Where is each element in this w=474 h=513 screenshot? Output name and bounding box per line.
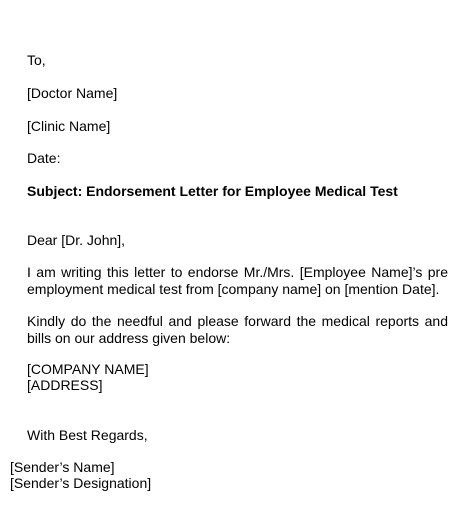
company-name: [COMPANY NAME] <box>27 361 149 377</box>
body-paragraph-1-line-1: I am writing this letter to endorse Mr./Mrs. [Employee Name]’s pre <box>27 264 448 280</box>
salutation: Dear [Dr. John], <box>27 232 126 248</box>
sender-designation: [Sender’s Designation] <box>10 475 152 491</box>
closing: With Best Regards, <box>27 427 148 443</box>
doctor-name: [Doctor Name] <box>27 85 118 101</box>
body-paragraph-2-line-1: Kindly do the needful and please forward the medical reports and <box>27 313 448 329</box>
sender-name: [Sender’s Name] <box>10 459 115 475</box>
date-line: Date: <box>27 150 61 166</box>
company-address: [ADDRESS] <box>27 377 103 393</box>
body-paragraph-1-line-2: employment medical test from [company name] on [mention Date]. <box>27 281 440 297</box>
body-paragraph-2 <box>27 313 448 347</box>
body-paragraph-2-line-2: bills on our address given below: <box>27 330 231 346</box>
recipient-to: To, <box>27 52 46 68</box>
clinic-name: [Clinic Name] <box>27 118 111 134</box>
subject-line: Subject: Endorsement Letter for Employee Medical Test <box>27 183 398 199</box>
body-paragraph-1 <box>27 264 448 298</box>
